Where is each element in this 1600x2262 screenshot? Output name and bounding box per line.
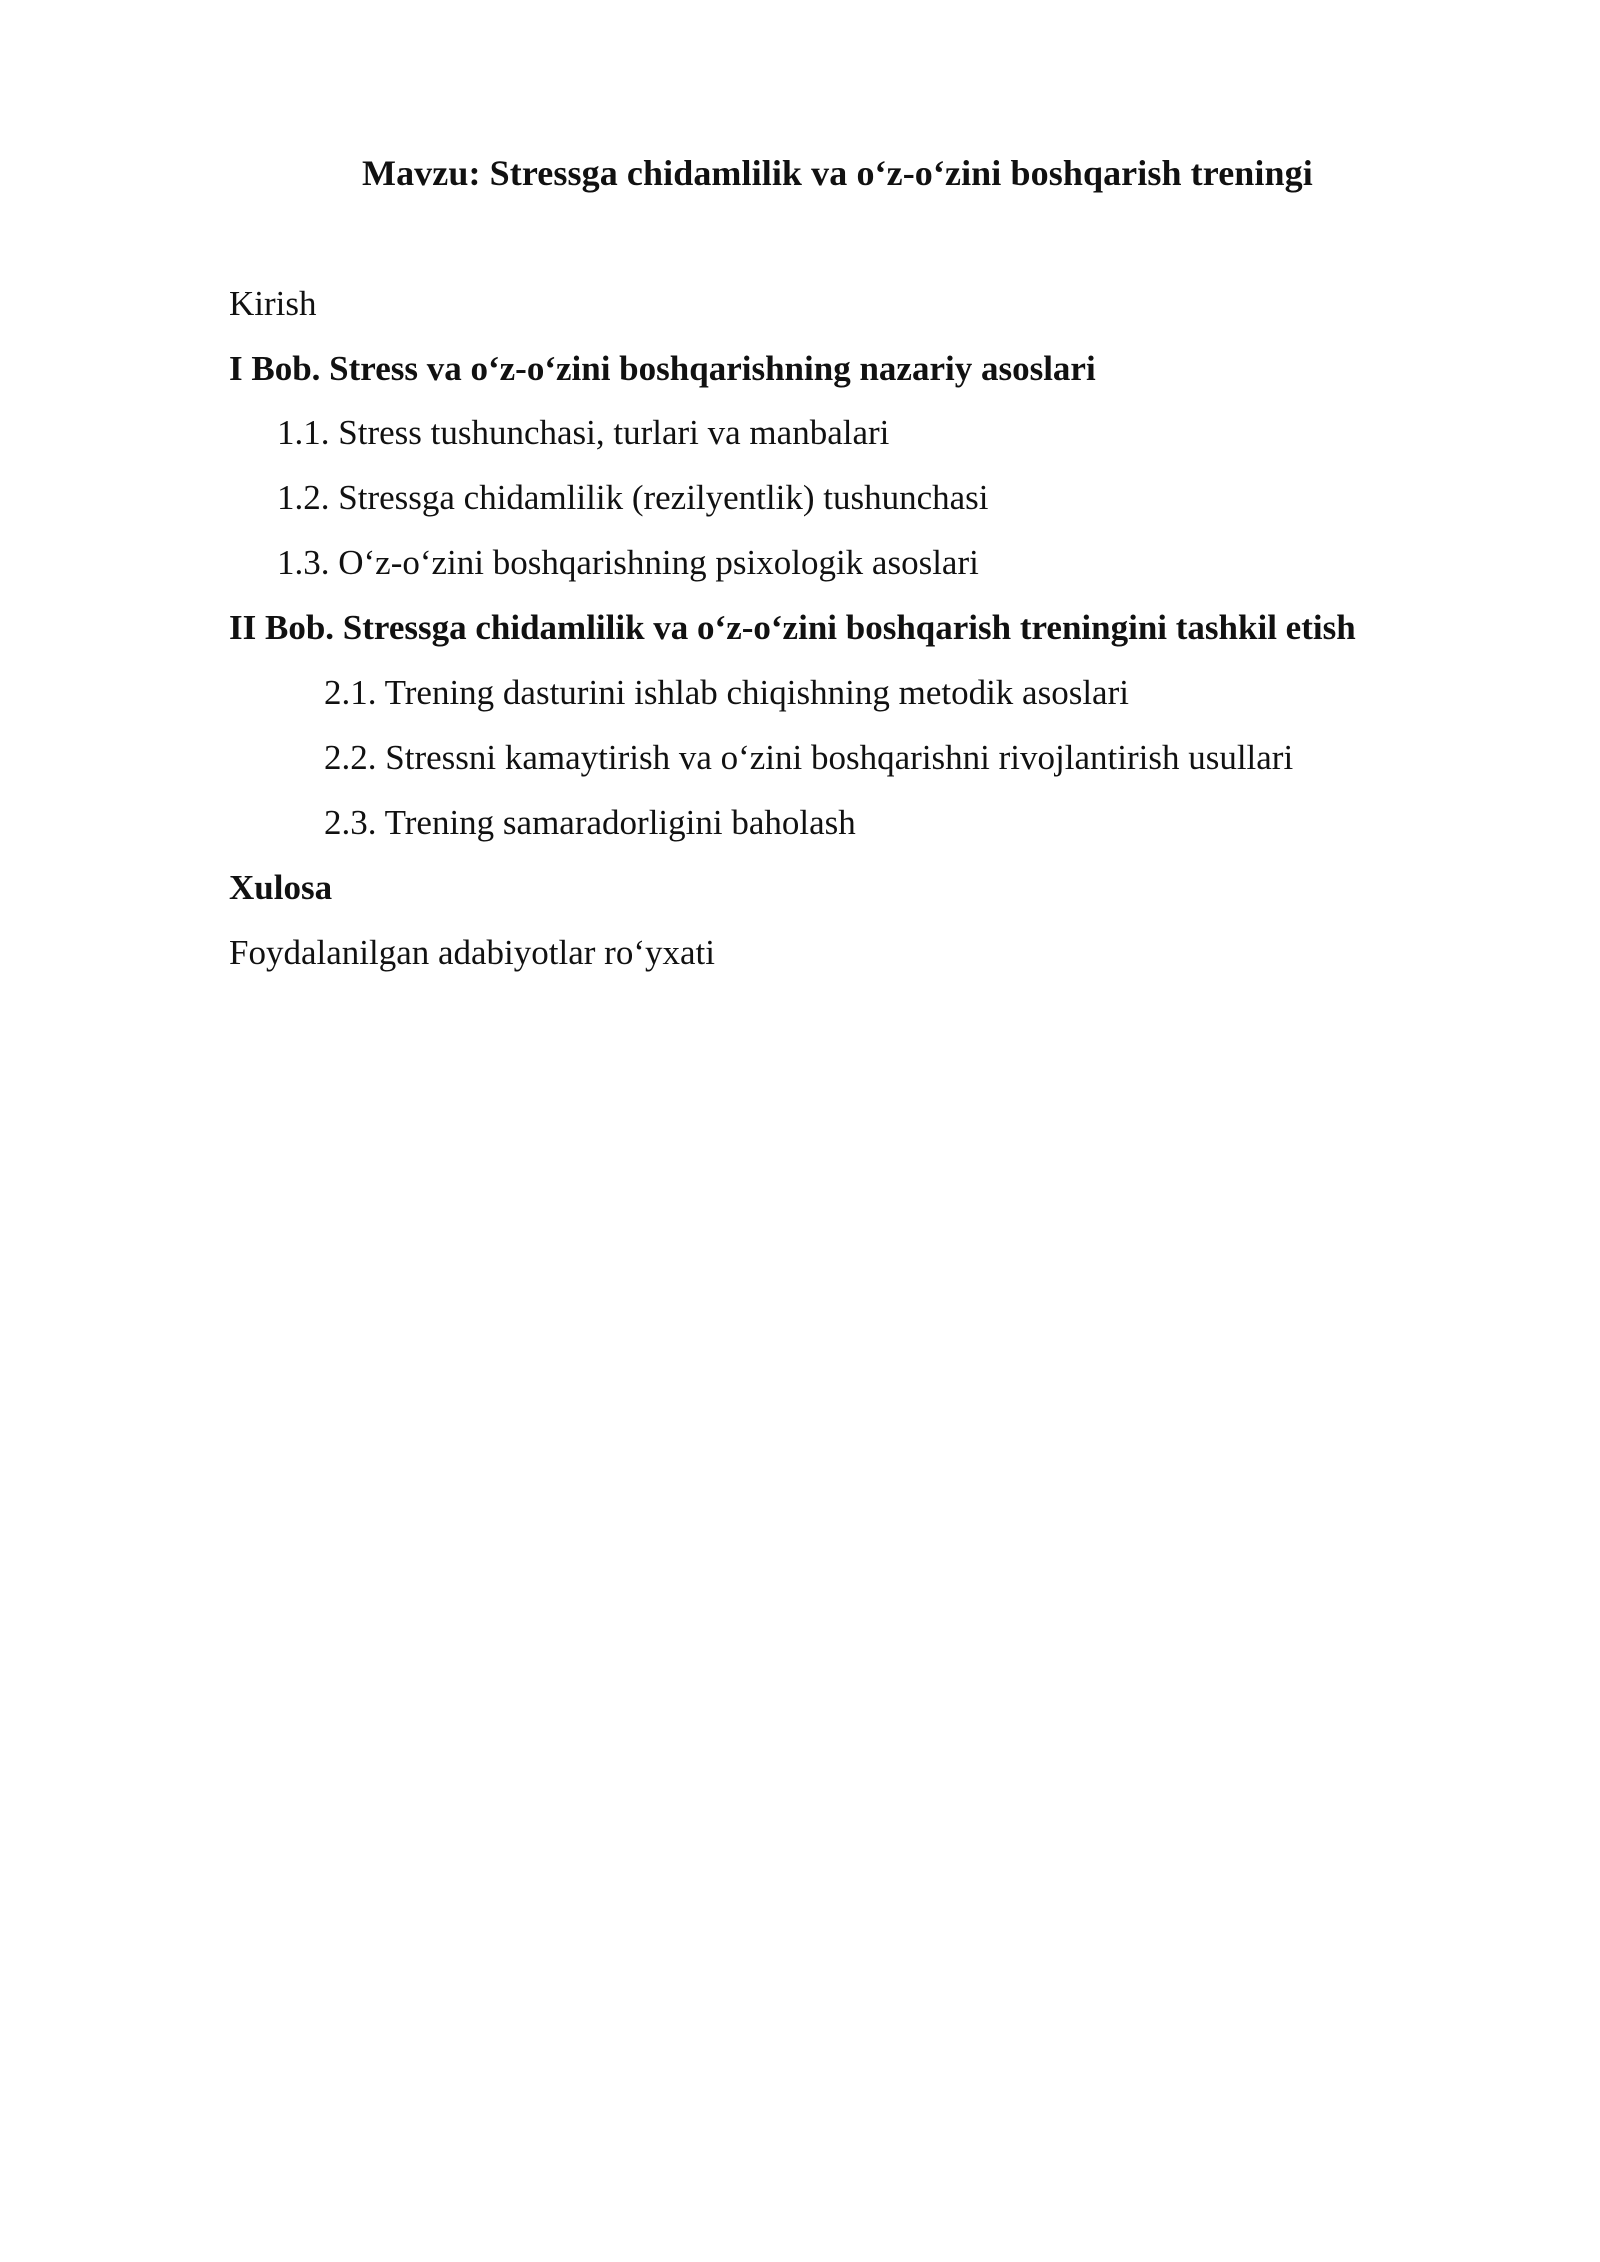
toc-item-references: Foydalanilgan adabiyotlar ro‘yxati — [229, 933, 715, 972]
toc-section-2-3: 2.3. Trening samaradorligini baholash — [324, 803, 856, 842]
toc-chapter-2-heading: II Bob. Stressga chidamlilik va o‘z-o‘zini boshqarish treningini tashkil etish — [229, 608, 1356, 647]
toc-section-1-1: 1.1. Stress tushunchasi, turlari va manbalari — [277, 413, 890, 452]
toc-section-1-2: 1.2. Stressga chidamlilik (rezilyentlik) tushunchasi — [277, 478, 989, 517]
toc-chapter-1-heading: I Bob. Stress va o‘z-o‘zini boshqarishning nazariy asoslari — [229, 349, 1096, 388]
toc-section-2-2: 2.2. Stressni kamaytirish va o‘zini boshqarishni rivojlantirish usullari — [324, 738, 1294, 777]
document-title: Mavzu: Stressga chidamlilik va o‘z-o‘zini boshqarish treningi — [362, 153, 1313, 193]
toc-item-conclusion: Xulosa — [229, 868, 333, 907]
toc-section-1-3: 1.3. O‘z-o‘zini boshqarishning psixologik asoslari — [277, 543, 979, 582]
toc-item-intro: Kirish — [229, 284, 317, 323]
toc-section-2-1: 2.1. Trening dasturini ishlab chiqishning metodik asoslari — [324, 673, 1129, 712]
